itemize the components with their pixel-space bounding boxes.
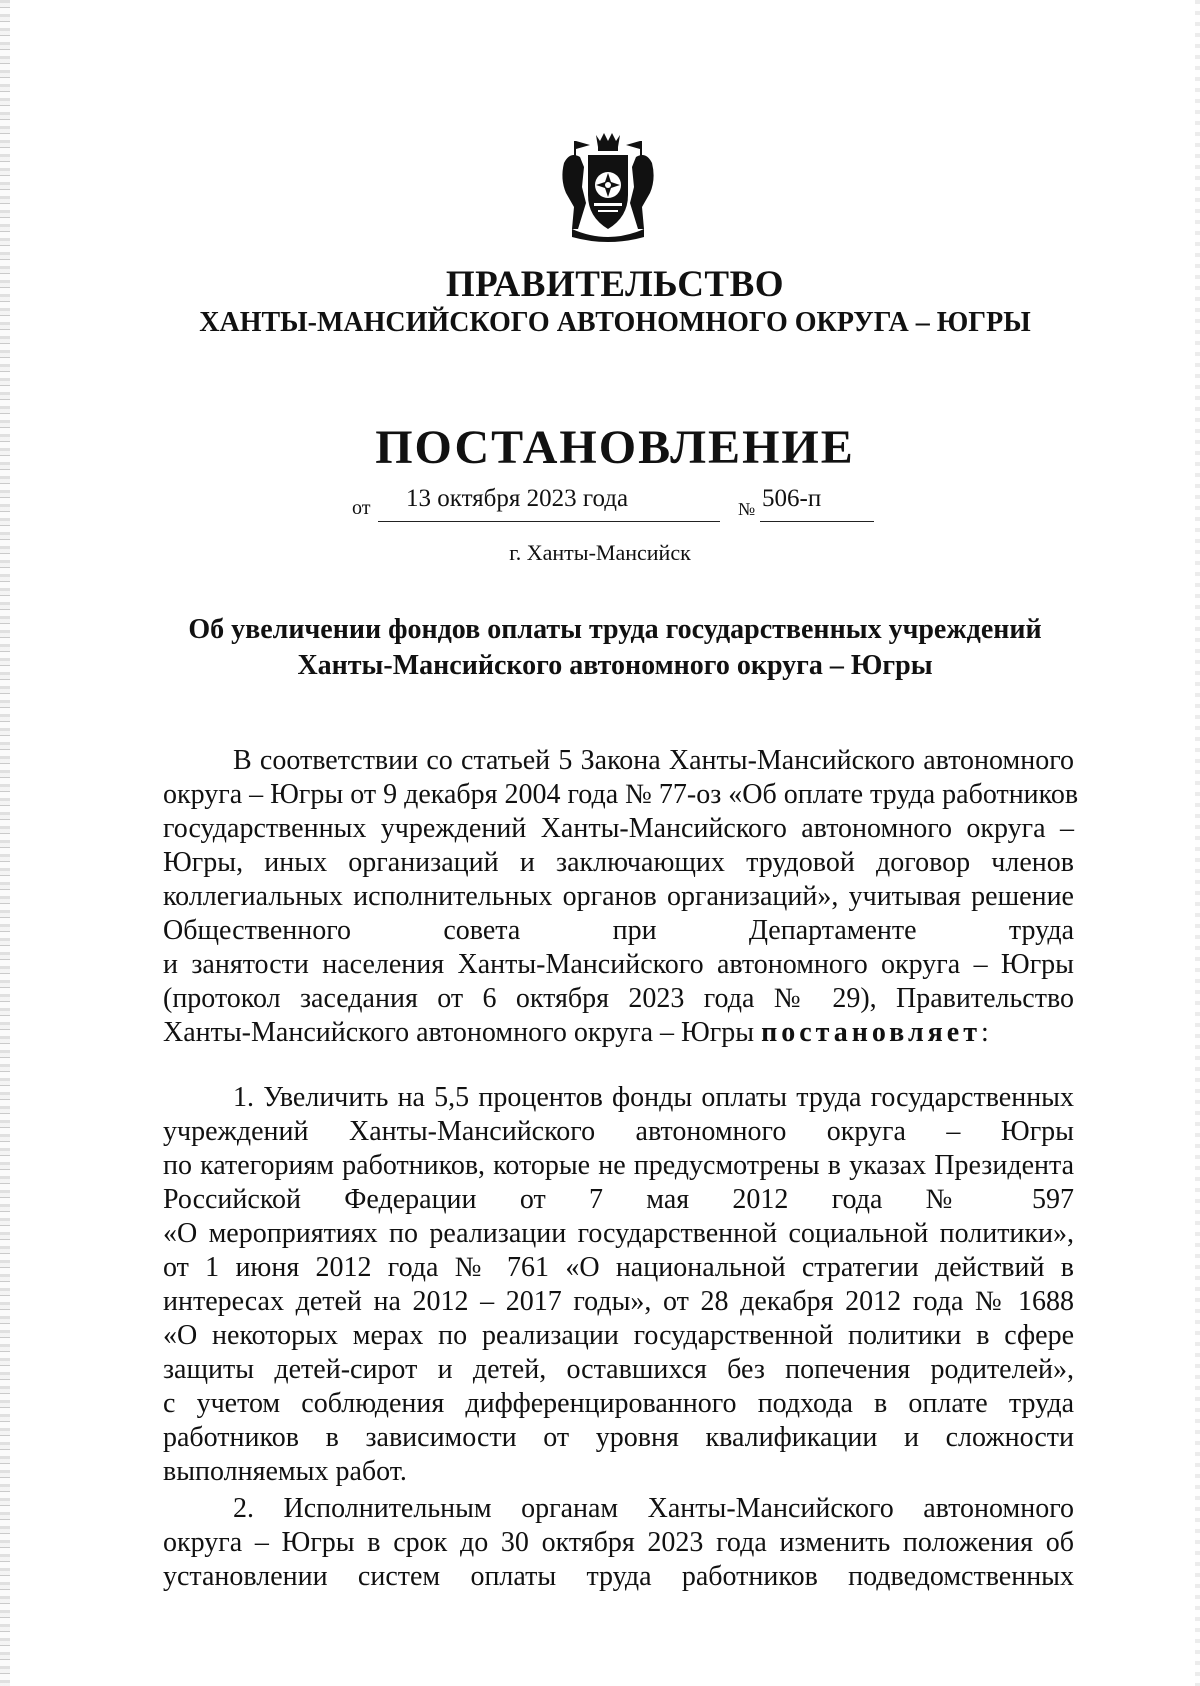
coat-of-arms-emblem xyxy=(560,133,656,243)
body-line: с учетом соблюдения дифференцированного подхода в оплате труда xyxy=(163,1388,1074,1419)
body-text: Ханты-Мансийского автономного округа – Югры xyxy=(163,1017,755,1048)
body-line: установлении систем оплаты труда работников подведомственных xyxy=(163,1561,1074,1592)
body-line: и занятости населения Ханты-Мансийского автономного округа – Югры xyxy=(163,949,1074,980)
scan-edge-left xyxy=(0,0,10,1686)
body-line: «О мероприятиях по реализации государственной социальной политики», xyxy=(163,1218,1074,1249)
body-punctuation: : xyxy=(980,1017,989,1048)
body-line: интересах детей на 2012 – 2017 годы», от 28 декабря 2012 года № 1688 xyxy=(163,1286,1074,1317)
body-line: округа – Югры от 9 декабря 2004 года № 77-оз «Об оплате труда работников xyxy=(163,779,1079,810)
body-line: учреждений Ханты-Мансийского автономного округа – Югры xyxy=(163,1116,1074,1147)
body-line: (протокол заседания от 6 октября 2023 года № 29), Правительство xyxy=(163,983,1074,1014)
scan-edge-right xyxy=(1195,0,1200,1686)
emphasized-verb: постановляет xyxy=(761,1017,981,1048)
subject-line-1: Об увеличении фондов оплаты труда государственных учреждений xyxy=(188,614,1042,645)
date-number-row xyxy=(0,485,1200,525)
region-title: ХАНТЫ-МАНСИЙСКОГО АВТОНОМНОГО ОКРУГА – ЮГРЫ xyxy=(199,307,1031,338)
body-line: Общественного совета при Департаменте труда xyxy=(163,915,1074,946)
document-date: 13 октября 2023 года xyxy=(406,485,629,512)
body-line: работников в зависимости от уровня квалификации и сложности xyxy=(163,1422,1074,1453)
corner-mark xyxy=(1114,9,1176,35)
body-line: Российской Федерации от 7 мая 2012 года № 597 xyxy=(163,1184,1074,1215)
body-line: 2. Исполнительным органам Ханты-Мансийского автономного xyxy=(233,1493,1074,1524)
body-line: по категориям работников, которые не предусмотрены в указах Президента xyxy=(163,1150,1074,1181)
date-prefix: от xyxy=(352,497,371,519)
body-line: защиты детей-сирот и детей, оставшихся без попечения родителей», xyxy=(163,1354,1074,1385)
body-line: округа – Югры в срок до 30 октября 2023 года изменить положения об xyxy=(163,1527,1074,1558)
body-line: В соответствии со статьей 5 Закона Ханты-Мансийского автономного xyxy=(233,745,1074,776)
document-type-title: ПОСТАНОВЛЕНИЕ xyxy=(375,421,855,474)
number-prefix: № xyxy=(738,499,756,519)
body-line: Югры, иных организаций и заключающих трудовой договор членов xyxy=(163,847,1074,878)
city-name: г. Ханты-Мансийск xyxy=(509,540,691,565)
body-line: коллегиальных исполнительных органов организаций», учитывая решение xyxy=(163,881,1074,912)
number-underline xyxy=(760,521,874,522)
body-line: государственных учреждений Ханты-Мансийского автономного округа – xyxy=(163,813,1074,844)
date-underline xyxy=(378,521,720,522)
body-line: 1. Увеличить на 5,5 процентов фонды оплаты труда государственных xyxy=(233,1082,1074,1113)
document-subject xyxy=(0,612,1200,684)
body-line: «О некоторых мерах по реализации государственной политики в сфере xyxy=(163,1320,1074,1351)
body-line: выполняемых работ. xyxy=(163,1456,407,1487)
body-line-final xyxy=(163,1016,1074,1050)
government-title: ПРАВИТЕЛЬСТВО xyxy=(445,264,785,305)
body-line: от 1 июня 2012 года № 761 «О национальной стратегии действий в xyxy=(163,1252,1074,1283)
subject-line-2: Ханты-Мансийского автономного округа – Югры xyxy=(297,650,933,681)
document-number: 506-п xyxy=(762,485,822,512)
